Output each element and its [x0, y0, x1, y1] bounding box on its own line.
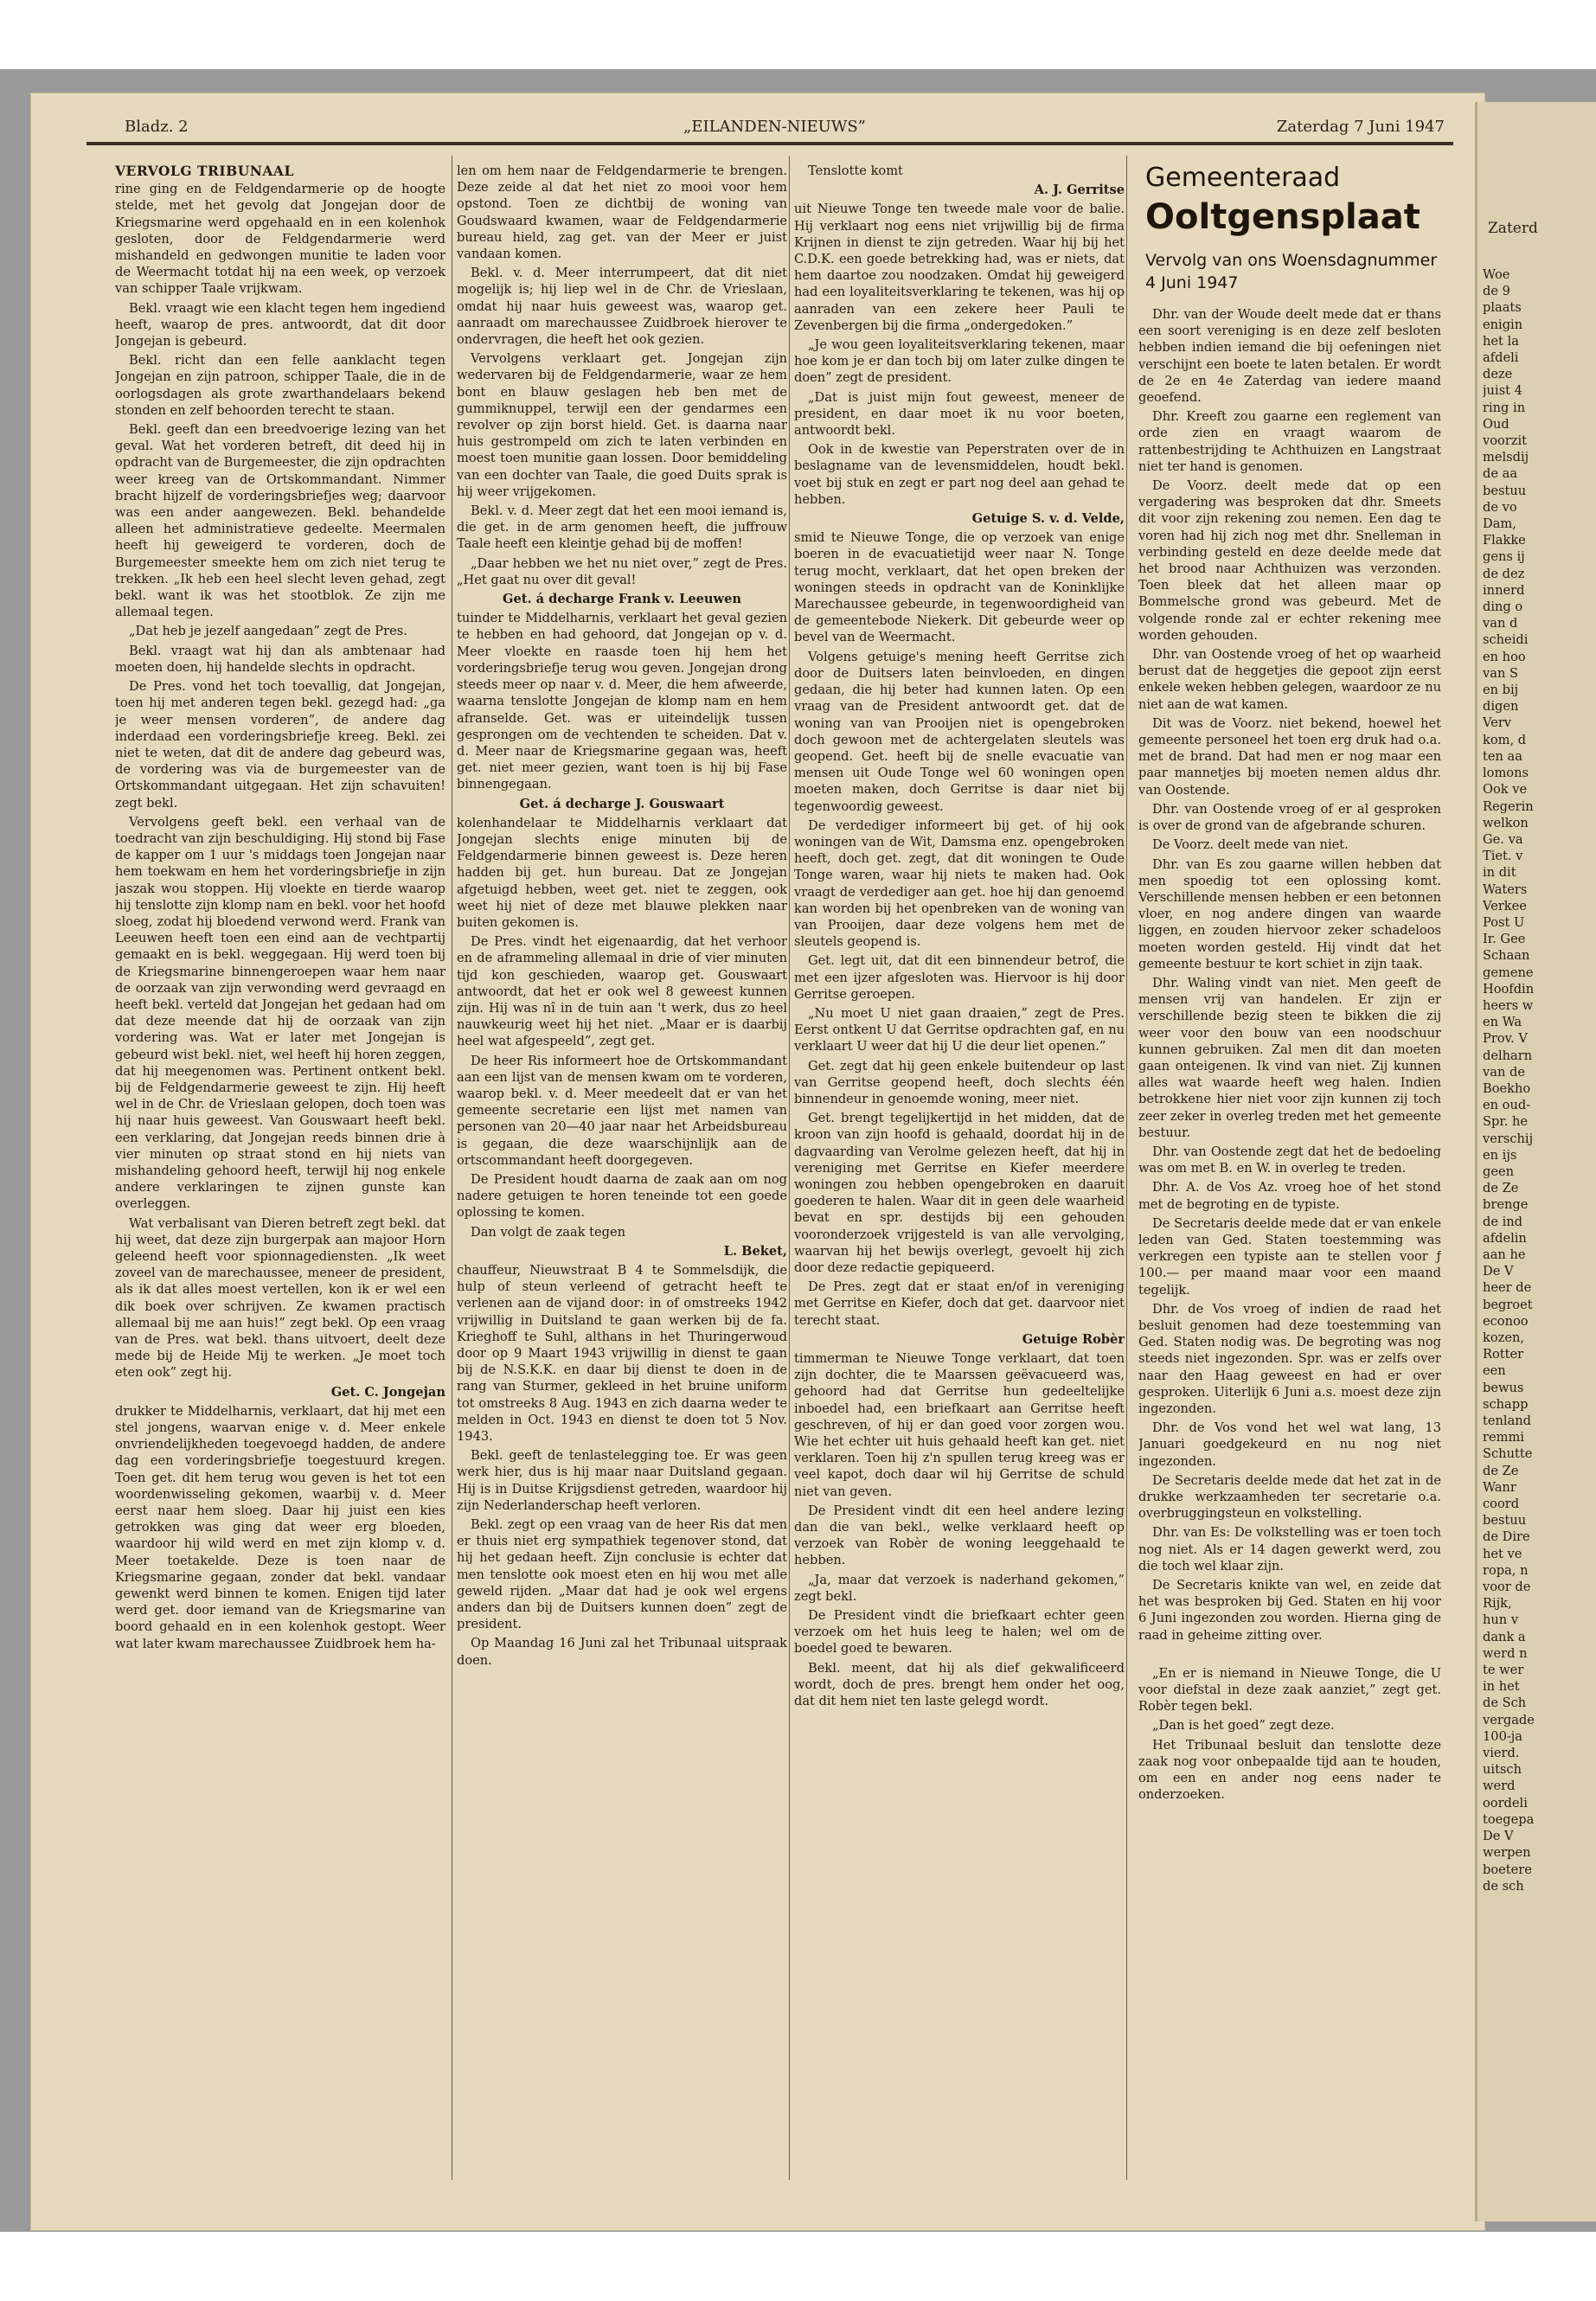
next-page-line: Dam, [1483, 516, 1516, 532]
next-page-text [1483, 266, 1596, 1894]
paragraph: De Voorz. deelt mede van niet. [1152, 837, 1349, 853]
next-page-line: Ge. va [1483, 831, 1523, 847]
witness-heading: Get. á decharge J. Gouswaart [519, 796, 725, 811]
next-page-line: werpen [1483, 1845, 1531, 1861]
next-page-line: 100-ja [1483, 1728, 1523, 1744]
next-page-line: Schaan [1483, 948, 1530, 964]
paragraph: Dhr. van Oostende zegt dat het de bedoeling was om met B. en W. in overleg te treden. [1138, 1144, 1441, 1176]
next-page-line: de sch [1483, 1878, 1524, 1894]
next-page-line: lomons [1483, 766, 1529, 781]
paragraph: uit Nieuwe Tonge ten tweede male voor de balie. Hij verklaart nog eens niet vrijwillig bij de firma Krijnen in dienst te zijn getreden. Waar hij bij het C.D.K. een goede betrekking had, was er niets, dat hem daartoe zou noodzaken. Omdat hij geweigerd had een loyaliteitsverklaring te tekenen, was hij op aanraden van een zekere heer Pauli te Zevenbergen bij die firma „ondergedoken.” [794, 202, 1125, 333]
paragraph: De Voorz. deelt mede dat op een vergadering was besproken dat dhr. Smeets dit voor zijn rekening zou nemen. Een dag te voren had hij zich nog met dhr. Snelleman in verbinding gesteld en deze deelde mede dat het brood naar Achthuizen was verzonden. Toen bleek dat het alleen maar op Bommelsche grond was gebeurd. Met de volgende ronde zal er echter rekening mee worden gehouden. [1138, 478, 1441, 643]
paragraph: De Pres. vindt het eigenaardig, dat het verhoor en de aframmeling allemaal in drie of vier minuten tijd kon geschieden, waarop get. Gouswaart antwoordt, dat het er ook wel 8 geweest kunnen zijn. Hij was nî in de tuin aan 't werk, dus zo heel nauwkeurig weet hij het niet. „Maar er is daarbij heel wat afgespeeld”, zegt get. [457, 934, 787, 1049]
next-page-line: het ve [1483, 1546, 1522, 1561]
paragraph: Bekl. vraagt wat hij dan als ambtenaar had moeten doen, hij handelde slechts in opdracht. [115, 643, 445, 675]
paragraph: Bekl. zegt op een vraag van de heer Ris dat men er thuis niet erg sympathiek tegenover stond, dat hij het gedaan heeft. Zijn conclusie is echter dat men tenslotte ook moest eten en hij wou met alle geweld rijden. „Maar dat had je ook wel ergens anders dan bij de Duitsers kunnen doen” zegt de president. [457, 1517, 787, 1632]
paragraph: Wat verbalisant van Dieren betreft zegt bekl. dat hij weet, dat deze zijn burgerpak aan majoor Horn geleend heeft voor spionnagediensten. „Ik weet zoveel van de marechaussee, meneer de president, als ik dat alles moest vertellen, kon ik er wel een dik boek over schrijven. Ze kwamen practisch allemaal bij me aan huis!” zegt bekl. Op een vraag van de Pres. wat bekl. thans uitvoert, deelt deze mede bij de Heide Mij te werken. „Je moet toch eten ook” zegt hij. [115, 1215, 445, 1381]
paragraph: tuinder te Middelharnis, verklaart het geval gezien te hebben en had gehoord, dat Jongejan op v. d. Meer vloekte en raasde toen hij hem het vorderingsbriefje terug wou geven. Jongejan drong steeds meer op naar v. d. Meer, die hem afweerde, waarna tenslotte Jongejan de klomp nam en hem afranselde. Get. was er uiteindelijk tussen gesprongen om de vechtenden te scheiden. Dat v. d. Meer naar de Kriegsmarine gegaan was, heeft get. niet meer gezien, want toen is hij bij Fase binnengegaan. [457, 611, 787, 792]
next-page-header: Zaterd [1488, 220, 1538, 237]
next-page-line: digen [1483, 699, 1519, 715]
spacer [1138, 1646, 1441, 1665]
next-page-line: Oud [1483, 416, 1509, 432]
next-page-line: ten aa [1483, 748, 1522, 764]
paragraph: Bekl. geeft de tenlastelegging toe. Er was geen werk hier, dus is hij maar naar Duitsland gegaan. Hij is in Duitse Krijgsdienst getreden, waardoor hij zijn Nederlanderschap heeft verloren. [457, 1448, 787, 1513]
paragraph: Op Maandag 16 Juni zal het Tribunaal uitspraak doen. [457, 1636, 787, 1668]
column-divider [1126, 156, 1127, 2180]
next-page-line: Regerin [1483, 798, 1534, 814]
next-page-line: bestuu [1483, 1513, 1527, 1529]
paragraph: Dhr. Kreeft zou gaarne een reglement van orde zien en vraagt waarom de rattenbestrijding te Achthuizen en Langstraat niet ter hand is genomen. [1138, 409, 1441, 474]
next-page-line: kozen, [1483, 1330, 1524, 1345]
next-page-line: gens ij [1483, 549, 1525, 565]
paragraph: Get. legt uit, dat dit een binnendeur betrof, die met een ijzer afgesloten was. Hiervoor is hij door Gerritse geroepen. [794, 953, 1125, 1002]
next-page-line: Rotter [1483, 1347, 1524, 1362]
next-page-line: werd [1483, 1779, 1516, 1794]
next-page-line: werd n [1483, 1645, 1528, 1661]
next-page-line: begroet [1483, 1297, 1533, 1312]
paragraph: Bekl. v. d. Meer interrumpeert, dat dit niet mogelijk is; hij liep wel in de Chr. de Vrieslaan, omdat hij naar huis geweest was, waarop get. aanraadt om marechaussee Zuidbroek hierover te ondervragen, die heeft het ook gezien. [457, 266, 787, 348]
article-headline: Ooltgensplaat [1145, 197, 1420, 237]
next-page-line: de vo [1483, 499, 1517, 515]
paragraph: smid te Nieuwe Tonge, die op verzoek van enige boeren in de evacuatietijd weer naar N. Tonge terug mocht, verklaart, dat het open breken der woningen steeds in opdracht van de Koninklijke Marechaussee gebeurde, in tegenwoordigheid van de gemeentebode Niekerk. Dit gebeurde weer op bevel van de Weermacht. [794, 530, 1125, 645]
paragraph: Dit was de Voorz. niet bekend, hoewel het gemeente personeel het toen erg druk had o.a. met de brand. Dat had men er nog maar een paar mannetjes bij moeten nemen aldus dhr. van Oostende. [1138, 715, 1441, 798]
paragraph: rine ging en de Feldgendarmerie op de hoogte stelde, met het gevolg dat Jongejan door de Kriegsmarine werd opgehaald en in een kolenhok gesloten, door de Feldgendarmerie werd mishandeld en gedwongen munitie te laden voor de Weermacht totdat hij na een week, op verzoek van schipper Taale vrijkwam. [115, 182, 445, 297]
defendant-heading: L. Beket, [723, 1243, 787, 1259]
paragraph: Get. brengt tegelijkertijd in het midden, dat de kroon van zijn hoofd is gehaald, doordat hij in de dagvaarding van Verolme gelezen heeft, dat hij in vereniging met Gerritse en Kiefer meerdere woningen zou hebben opengebroken en daaruit goederen te halen. Waar dit in geen dele waarheid bevat en spr. destijds bij een gehouden vooronderzoek vrijgesteld is van alle vervolging, waarvan hij het bewijs overlegt, gevoelt hij zich door deze redactie gepiqueerd. [794, 1111, 1125, 1275]
paragraph: Dhr. de Vos vond het wel wat lang, 13 Januari goedgekeurd en nu nog niet ingezonden. [1138, 1420, 1441, 1469]
next-page-line: van S [1483, 665, 1518, 681]
paragraph: Bekl. v. d. Meer zegt dat het een mooi iemand is, die get. in de arm genomen heeft, die juffrouw Taale heeft een kleintje gehad bij de moffen! [457, 503, 787, 552]
page-number: Bladz. 2 [125, 118, 189, 136]
paragraph: Dan volgt de zaak tegen [471, 1224, 626, 1240]
next-page-line: Woe [1483, 267, 1510, 282]
next-page-line: Post U [1483, 914, 1525, 930]
next-page-line: coord [1483, 1497, 1520, 1512]
paragraph: „En er is niemand in Nieuwe Tonge, die U voor diefstal in deze zaak aanziet,” zegt get. Robèr tegen bekl. [1138, 1665, 1441, 1715]
next-page-line: van de [1483, 1064, 1525, 1080]
next-page-line: Ook ve [1483, 782, 1528, 798]
paragraph: kolenhandelaar te Middelharnis verklaart dat Jongejan slechts enige minuten bij de Feldgendarmerie binnen geweest is. Deze heren hadden bij get. hun bureau. Dat ze Jongejan afgetuigd hebben, weet get. niet te zeggen, ook weet hij niet of deze met blauwe plekken naar buiten gekomen is. [457, 815, 787, 930]
next-page-line: ring in [1483, 400, 1526, 415]
next-page-line: Schutte [1483, 1446, 1533, 1462]
next-page-line: kom, d [1483, 732, 1527, 747]
next-page-edge [1475, 102, 1596, 2221]
next-page-line: juist 4 [1483, 383, 1522, 399]
next-page-line: de Dire [1483, 1529, 1530, 1545]
paragraph: De President houdt daarna de zaak aan om nog nadere getuigen te horen teneinde tot een goede oplossing te komen. [457, 1171, 787, 1221]
next-page-line: Verv [1483, 715, 1512, 731]
next-page-line: uitsch [1483, 1762, 1522, 1778]
next-page-line: schapp [1483, 1396, 1529, 1412]
paragraph: Ook in de kwestie van Peperstraten over de in beslagname van de levensmiddelen, houdt bekl. voet bij stuk en zegt er part nog deel aan gehad te hebben. [794, 442, 1125, 507]
next-page-line: geen [1483, 1163, 1515, 1179]
column-4 [1138, 163, 1441, 2187]
next-page-line: de Sch [1483, 1695, 1527, 1711]
next-page-line: Boekho [1483, 1080, 1531, 1096]
column-2 [457, 163, 787, 2187]
next-page-line: Waters [1483, 881, 1528, 897]
paragraph: Get. zegt dat hij geen enkele buitendeur op last van Gerritse geopend heeft, doch slechts één binnendeur in genoemde woning, meer niet. [794, 1058, 1125, 1106]
next-page-line: heers w [1483, 997, 1534, 1013]
paragraph: Dhr. van Es zou gaarne willen hebben dat men spoedig tot een oplossing komt. Verschillende mensen hebben er een betonnen vloer, en nog andere dingen van waarde liggen, en zouden hiervoor zeker schadeloos moeten worden gesteld. Hij vindt dat het gemeente bestuur te kort schiet in zijn taak. [1138, 856, 1441, 971]
paragraph: De President vindt dit een heel andere lezing dan die van bekl., welke verklaard heeft op verzoek van Robèr de woning leeggehaald te hebben. [794, 1503, 1125, 1568]
paragraph: Dhr. van Oostende vroeg of het op waarheid berust dat de heggetjes die gepoot zijn eerst enkele weken hebben gelegen, waardoor ze nu niet aan de wat kamen. [1138, 647, 1441, 712]
next-page-line: enigin [1483, 317, 1523, 332]
next-page-line: en Wa [1483, 1015, 1522, 1030]
next-page-line: heer de [1483, 1280, 1532, 1296]
next-page-line: in het [1483, 1679, 1520, 1695]
paragraph: „Nu moet U niet gaan draaien,” zegt de Pres. Eerst ontkent U dat Gerritse opdrachten gaf, en nu verklaart U weer dat hij U die deur liet openen.” [794, 1005, 1125, 1054]
next-page-line: voor de [1483, 1580, 1531, 1595]
next-page-line: welkon [1483, 815, 1529, 830]
paragraph: Dhr. van Es: De volkstelling was er toen toch nog niet. Als er 14 dagen gewerkt werd, zou die toch wel klaar zijn. [1138, 1525, 1441, 1574]
paragraph: De verdediger informeert bij get. of hij ook woningen van de Wit, Damsma enz. opengebroken heeft, doch get. zegt, dat dit woningen te Oude Tonge waren, waar hij niets te maken had. Ook vraagt de verdediger aan get. hoe hij dan genoemd kan worden bij het openbreken van de woning van van Prooijen, daar deze volgens hem met de sleutels geopend is. [794, 817, 1125, 950]
paragraph: Tenslotte komt [808, 163, 903, 178]
next-page-line: vergade [1483, 1712, 1535, 1727]
paragraph: De Pres. vond het toch toevallig, dat Jongejan, toen hij met anderen tegen bekl. gezegd had: „ga je weer mensen vorderen”, de andere dag inderdaad een vorderingsbriefje kreeg. Bekl. zei niet te weten, dat dit de andere dag gebeurd was, de vordering was via de burgemeester van de Ortskommandant uitgegaan. Het zijn schavuiten! zegt bekl. [115, 679, 445, 811]
next-page-line: de 9 [1483, 284, 1510, 299]
paragraph: Dhr. van Oostende vroeg of er al gesproken is over de grond van de afgebrande schuren. [1138, 801, 1441, 834]
next-page-line: hun v [1483, 1612, 1519, 1628]
article-title: Gemeenteraad [1145, 163, 1341, 193]
paragraph: De Secretaris deelde mede dat het zat in de drukke werkzaamheden ter secretarie o.a. overbruggingsteun en volkstelling. [1138, 1472, 1441, 1522]
next-page-line: gemene [1483, 965, 1534, 980]
witness-heading: Getuige S. v. d. Velde, [971, 511, 1125, 527]
witness-heading: Get. C. Jongejan [330, 1384, 445, 1400]
column-divider [789, 156, 790, 2180]
paragraph: „Dan is het goed” zegt deze. [1152, 1718, 1335, 1734]
paragraph: „Dat heb je jezelf aangedaan” zegt de Pres. [129, 624, 407, 639]
next-page-line: voorzit [1483, 433, 1528, 449]
witness-heading: Get. á decharge Frank v. Leeuwen [502, 592, 741, 607]
next-page-line: De V [1483, 1264, 1514, 1279]
paragraph: De Pres. zegt dat er staat en/of in vereniging met Gerritse en Kiefer, doch dat get. daarvoor niet terecht staat. [794, 1279, 1125, 1328]
next-page-line: en hoo [1483, 649, 1526, 664]
next-page-line: afdeli [1483, 350, 1519, 366]
next-page-line: oordeli [1483, 1795, 1528, 1811]
article-subtitle: Vervolg van ons Woensdagnummer 4 Juni 1947 [1145, 251, 1438, 292]
witness-heading: Getuige Robèr [1022, 1331, 1125, 1347]
next-page-line: plaats [1483, 300, 1522, 316]
paragraph: De President vindt die briefkaart echter geen verzoek om het huis leeg te halen; wel om de boedel goed te bewaren. [794, 1608, 1125, 1657]
paragraph: „Ja, maar dat verzoek is naderhand gekomen,” zegt bekl. [794, 1572, 1125, 1604]
next-page-line: afdelin [1483, 1230, 1527, 1246]
next-page-line: Prov. V [1483, 1031, 1528, 1047]
paragraph: Bekl. meent, dat hij als dief gekwalificeerd wordt, doch de pres. brengt hem onder het oog, dat dit hem niet ten laste gelegd wordt. [794, 1660, 1125, 1709]
next-page-line: de Ze [1483, 1181, 1519, 1196]
next-page-line: ropa, n [1483, 1562, 1529, 1578]
next-page-line: de ind [1483, 1214, 1523, 1229]
next-page-line: en ijs [1483, 1147, 1517, 1163]
paragraph: „Dat is juist mijn fout geweest, meneer de president, en daar moet ik nu voor boeten, antwoordt bekl. [794, 389, 1125, 439]
next-page-line: deze [1483, 367, 1513, 382]
next-page-line: vierd. [1483, 1746, 1520, 1761]
next-page-line: en oud- [1483, 1098, 1531, 1113]
next-page-line: Spr. he [1483, 1114, 1529, 1130]
defendant-heading: A. J. Gerritse [1034, 183, 1125, 198]
paragraph: De Secretaris knikte van wel, en zeide dat het was besproken bij Ged. Staten en hij voor 6 Juni ingezonden zou worden. Hierna ging de raad in geheime zitting over. [1138, 1578, 1441, 1643]
section-heading: VERVOLG TRIBUNAAL [115, 163, 294, 179]
next-page-line: de Ze [1483, 1463, 1519, 1478]
column-1 [115, 163, 445, 2187]
next-page-line: Flakke [1483, 533, 1526, 548]
next-page-line: in dit [1483, 865, 1516, 881]
next-page-line: delharn [1483, 1048, 1533, 1063]
next-page-line: Ir. Gee [1483, 932, 1526, 947]
next-page-line: Verkee [1483, 898, 1527, 913]
next-page-line: Hoofdin [1483, 981, 1535, 997]
masthead-rule [87, 142, 1453, 145]
paragraph: Vervolgens verklaart get. Jongejan zijn wedervaren bij de Feldgendarmerie, waar ze hem bont en blauw geslagen heb ben met de gummiknuppel, terwijl een der gendarmes een revolver op zijn borst hield. Get. is daarna naar huis gestrompeld om zich te laten verbinden en moest toen munitie gaan lossen. Door bemiddeling van een dochter van Taale, die goed Duits sprak is hij weer vrijgekomen. [457, 351, 787, 499]
next-page-line: en bij [1483, 683, 1519, 698]
next-page-line: melsdij [1483, 450, 1529, 465]
next-page-line: econoo [1483, 1313, 1529, 1329]
next-page-line: ding o [1483, 599, 1523, 615]
paragraph: len om hem naar de Feldgendarmerie te brengen. Deze zeide al dat het niet zo mooi voor hem opstond. Toen ze dichtbij de woning van Goudswaard kwamen, waar de Feldgendarmerie bureau hield, zag get. van der Meer er juist vandaan komen. [457, 163, 787, 262]
paragraph: „Je wou geen loyaliteitsverklaring tekenen, maar hoe kom je er dan toch bij om later zulke dingen te doen” zegt de president. [794, 337, 1125, 386]
next-page-line: de aa [1483, 466, 1518, 482]
next-page-line: de dez [1483, 566, 1525, 581]
paragraph: drukker te Middelharnis, verklaart, dat hij met een stel jongens, waarvan enige v. d. Meer enkele onvriendelijkheden toegevoegd hadden, de andere dag een vorderingsbriefje toegestuurd kregen. Toen get. dit hem terug wou geven is het tot een woordenwisseling gekomen, waarbij v. d. Meer eerst naar hem sloeg. Daar hij juist een kies getrokken was ging dat weer erg bloeden, waardoor hij wild werd en met zijn klomp v. d. Meer toetakelde. Deze is toen naar de Kriegsmarine gegaan, zonder dat bekl. vandaar gewenkt werd binnen te komen. Enigen tijd later werd get. door iemand van de Kriegsmarine van boord gehaald en in een kolenhok gestopt. Weer wat later kwam marechaussee Zuidbroek hem ha- [115, 1403, 445, 1651]
next-page-line: verschij [1483, 1131, 1534, 1146]
next-page-line: het la [1483, 333, 1519, 349]
paragraph: Dhr. van der Woude deelt mede dat er thans een soort vereniging is en deze zelf besloten hebben indien iemand die bij oefeningen niet verschijnt een boete te laten betalen. Er wordt de 2e en 4e Zaterdag van iedere maand geoefend. [1138, 307, 1441, 406]
paragraph: Bekl. geeft dan een breedvoerige lezing van het geval. Wat het vorderen betreft, dit deed hij in opdracht van de Burgemeester, die zijn opdrachten weer kreeg van de Ortskommandant. Nimmer bracht hijzelf de vorderingsbriefjes weg; daarvoor was een ander aangewezen. Bekl. behandelde alleen het administratieve gedeelte. Meermalen heeft hij geweigerd te vorderen, doch de Burgemeester smeekte hem om zich niet terug te trekken. „Ik heb een heel slecht leven gehad, zegt bekl. want ik was het stootblok. Ze zijn me allemaal tegen. [115, 422, 445, 620]
next-page-line: een [1483, 1363, 1506, 1379]
paragraph: De Secretaris deelde mede dat er van enkele leden van Ged. Staten toestemming was verkregen een typiste aan te stellen voor ƒ 100.— per maand maar voor een maand tegelijk. [1138, 1215, 1441, 1298]
column-3 [794, 163, 1125, 2187]
next-page-line: boetere [1483, 1862, 1532, 1877]
next-page-line: remmi [1483, 1430, 1524, 1445]
next-page-line: van d [1483, 616, 1518, 631]
next-page-line: De V [1483, 1829, 1514, 1844]
paragraph: timmerman te Nieuwe Tonge verklaart, dat toen zijn dochter, die te Maarssen geëvacueerd was, gehoord had dat Gerritse hun gedeeltelijke inboedel had, een briefkaart aan Gerritse heeft geschreven, of hij er dan goed voor zorgen wou. Wie het echter uit huis gehaald heeft kan get. niet verklaren. Toen hij z'n spullen terug kreeg was er veel kapot, doch daar wil hij Gerritse de schuld niet van geven. [794, 1351, 1125, 1499]
paragraph: Dhr. Waling vindt van niet. Men geeft de mensen vrij van handelen. Er zijn er verschillende bezig steen te bikken die zij weer voor den bouw van een noodschuur kunnen gebruiken. Zal men dit dan moeten gaan onteigenen. Ik vind van niet. Zij kunnen alles wat waarde heeft weg halen. Indien betrokkene hier niet voor zijn kunnen zij toch zeer zeker in overleg treden met het gemeente bestuur. [1138, 975, 1441, 1140]
issue-date: Zaterdag 7 Juni 1947 [1276, 118, 1445, 136]
paragraph: „Daar hebben we het nu niet over,” zegt de Pres. „Het gaat nu over dit geval! [457, 555, 787, 587]
paragraph: De heer Ris informeert hoe de Ortskommandant aan een lijst van de mensen kwam om te vorderen, waarop bekl. v. d. Meer meedeelt dat er van het gemeente secretarie een lijst met namen van personen van 20—40 jaar naar het Arbeidsbureau is gegaan, die deze waarschijnlijk aan de ortscommandant heeft doorgegeven. [457, 1053, 787, 1168]
next-page-line: bestuu [1483, 483, 1527, 498]
masthead [87, 114, 1453, 140]
paragraph: Dhr. de Vos vroeg of indien de raad het besluit genomen had deze toestemming van Ged. Staten nodig was. De begroting was nog steeds niet ingezonden. Spr. was er zelfs over naar den Haag geweest en had er over gesproken. Uiterlijk 6 Juni a.s. moest deze zijn ingezonden. [1138, 1301, 1441, 1416]
paragraph: Bekl. richt dan een felle aanklacht tegen Jongejan en zijn patroon, schipper Taale, die in de oorlogsdagen als grote zwarthandelaars bekend stonden en zelf behoorden terecht te staan. [115, 353, 445, 418]
next-page-line: Rijk, [1483, 1596, 1512, 1612]
paragraph: Volgens getuige's mening heeft Gerritse zich door de Duitsers laten beinvloeden, en dingen gedaan, die hij beter had kunnen laten. Op een vraag van de President antwoordt get. dat de woning van van Prooijen niet is opengebroken doch gewoon met de achtergelaten sleutels was geopend. Get. heeft bij de snelle evacuatie van mensen uit Oude Tonge wel 60 woningen open moeten maken, doch Gerritse is daar niet bij tegenwoordig geweest. [794, 649, 1125, 814]
paragraph: chauffeur, Nieuwstraat B 4 te Sommelsdijk, die hulp of steun verleend of getracht heeft te verlenen aan de vijand door: in of omstreeks 1942 vrijwillig in Duitsland te gaan werken bij de fa. Krieghoff te Suhl, althans in het Thuringerwoud door op 9 Maart 1943 vrijwillig in dienst te gaan bij de N.S.K.K. en daar bij dienst te doen in de rang van Sturmer, gekleed in het bruine uniform tot omstreeks 8 Aug. 1943 en zich daarna weder te melden in Oct. 1943 en dienst te doen tot 5 Nov. 1943. [457, 1263, 787, 1445]
paragraph: Bekl. vraagt wie een klacht tegen hem ingediend heeft, waarop de pres. antwoordt, dat dit door Jongejan is gebeurd. [115, 300, 445, 349]
paragraph: Vervolgens geeft bekl. een verhaal van de toedracht van zijn beschuldiging. Hij stond bij Fase de kapper om 1 uur 's middags toen Jongejan naar hem toekwam en hem het vorderingsbriefje in zijn jaszak wou stoppen. Hij vloekte en tierde waarop hij tenslotte zijn klomp nam en bekl. voor het hoofd sloeg, zodat hij bloedend verwond werd. Frank van Leeuwen heeft toen een eind aan de vechtpartij gemaakt en is bekl. weggegaan. Hij werd toen bij de Kriegsmarine binnengeroepen waar hem naar de oorzaak van zijn verwonding werd gevraagd en heeft bekl. verteld dat Jongejan het gedaan had om dat deze meende dat hij de oorzaak van zijn vordering was. Wat er later met Jongejan is gebeurd wist bekl. niet, wel heeft hij horen zeggen, dat hij meegenomen was. Pertinent ontkent bekl. bij de Feldgendarmerie geweest te zijn. Hij heeft wel in de Chr. de Vrieslaan gelopen, doch toen was hij naar huis geweest. Van Gouswaart heeft bekl. een verklaring, dat Jongejan reeds binnen drie à vier minuten op straat stond en hij niets van mishandeling gehoord heeft, terwijl hij nog enkele andere verklaringen te zijnen gunste kan overleggen. [115, 814, 445, 1212]
next-page-line: te wer [1483, 1663, 1524, 1678]
next-page-line: tenland [1483, 1413, 1532, 1429]
next-page-line: dank a [1483, 1629, 1526, 1644]
next-page-line: Wanr [1483, 1479, 1516, 1495]
next-page-line: toegepa [1483, 1811, 1535, 1827]
next-page-line: Tiet. v [1483, 849, 1523, 864]
next-page-line: scheidi [1483, 632, 1529, 648]
next-page-line: aan he [1483, 1247, 1526, 1262]
paragraph: Het Tribunaal besluit dan tenslotte deze zaak nog voor onbepaalde tijd aan te houden, om een en ander nog eens nader te onderzoeken. [1138, 1737, 1441, 1803]
next-page-line: brenge [1483, 1197, 1529, 1213]
next-page-line: innerd [1483, 582, 1525, 598]
newspaper-title: „EILANDEN-NIEUWS” [683, 118, 866, 136]
next-page-line: bewus [1483, 1380, 1524, 1395]
paragraph: Dhr. A. de Vos Az. vroeg hoe of het stond met de begroting en de typiste. [1138, 1180, 1441, 1212]
